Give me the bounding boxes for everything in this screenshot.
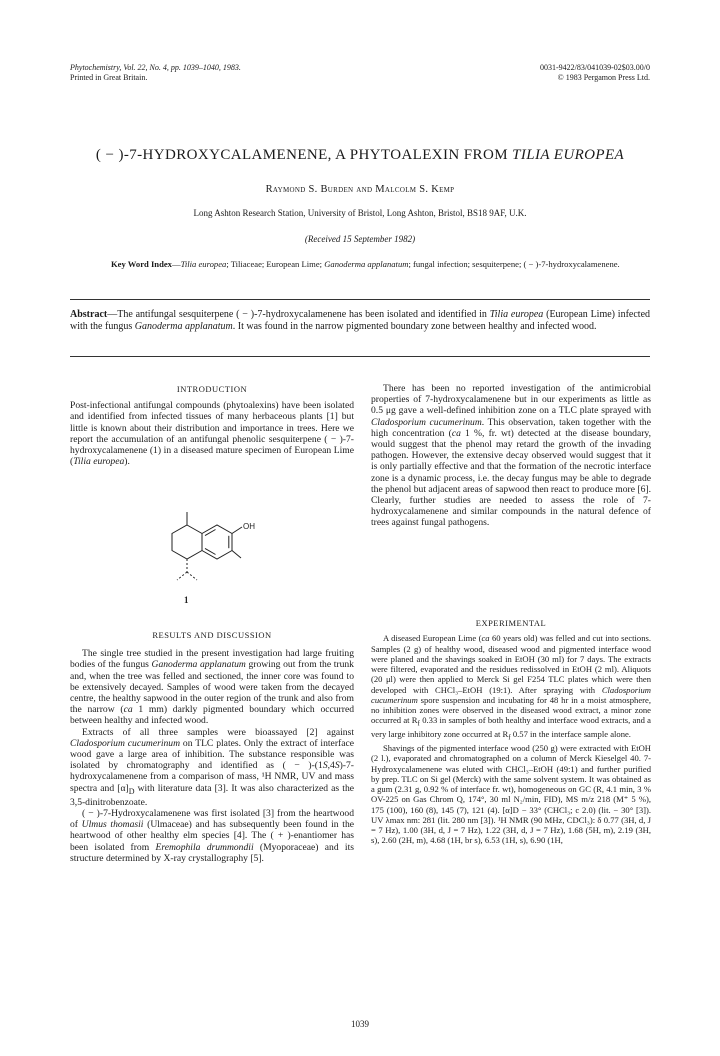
publisher-header — [350, 63, 650, 83]
results-paragraph-2 — [70, 727, 354, 808]
results-paragraph-1 — [70, 648, 354, 726]
e1-sub1: f — [417, 719, 420, 728]
intro-species: Tilia europea — [73, 456, 125, 468]
r1-fungus: Ganoderma applanatum — [151, 659, 246, 671]
keywords-rest: ; fungal infection; sesquiterpene; ( − )-7-hydroxycalamenene. — [408, 259, 620, 269]
affiliation: Long Ashton Research Station, University of Bristol, Long Ashton, Bristol, BS18 9AF, U.K. — [193, 208, 527, 218]
introduction-section — [70, 384, 354, 467]
r2-c: ,4 — [327, 760, 335, 772]
r3-eremophila: Eremophila drummondii — [155, 841, 254, 853]
title-main: ( − )-7-HYDROXYCALAMENENE, A PHYTOALEXIN FROM — [95, 147, 513, 163]
r2-a: Extracts of all three samples were bioassayed [2] against — [82, 726, 354, 738]
structure-isopropyl-branch-1 — [177, 572, 187, 580]
keywords-mid: ; Tiliaceae; European Lime; — [226, 259, 325, 269]
structure-oh-bond — [232, 527, 242, 534]
results-heading: RESULTS AND DISCUSSION — [152, 630, 272, 640]
d-c: 1 %, fr. wt) detected at the disease boundary, would suggest that the phenol may retard the growth of the invading pathogen. However, the extensive decay observed would suggest that it is only partially effective and that the formation of the necrotic interface zone is a dynamic process, i.e. the decay fungus may be able to degrade the phenol but adjacent areas of sapwood then react to produce more [6]. Clearly, further studies are needed to assess the role of 7-hydroxycalamenene and similar compounds in the natural defence of trees against fungal pathogens. — [371, 427, 651, 529]
intro-text-1: Post-infectional antifungal compounds (phytoalexins) have been isolated and identified from infected tissues of many herbaceous plants [1] but little is known about their distribution and importance in trees. Here we report the accumulation of an antifungal phenolic sesquiterpene ( − )-7-hydroxycalamenene (1) in a diseased mature specimen of European Lime ( — [70, 400, 354, 468]
r1-a: The single tree studied in the present investigation had large fruiting bodies of the fungus — [70, 648, 354, 671]
r1-c: 1 mm) darkly pigmented boundary which occurred between healthy and infected wood. — [70, 704, 354, 727]
article-title — [60, 147, 660, 164]
received-date: (Received 15 September 1982) — [304, 234, 416, 244]
r2-e: with literature data [3]. It was also characterized as the 3,5-dinitrobenzoate. — [70, 782, 355, 808]
abstract — [70, 309, 650, 333]
structure-aromatic-ring — [202, 525, 232, 559]
copyright-line: © 1983 Pergamon Press Ltd. — [557, 73, 650, 82]
e1-sub2: f — [508, 733, 511, 742]
journal-header — [70, 63, 370, 83]
rule-bottom — [70, 356, 650, 357]
page-number: 1039 — [351, 1019, 369, 1029]
structure-methyl-bond — [232, 551, 241, 559]
r2-s2: S — [334, 760, 340, 772]
r2-sub: D — [128, 786, 135, 796]
e1-c: spore suspension and incubating for 48 hr in a moist atmosphere, no inhibition zones were observed in the diseased wood extract, a minor zone occurred at R — [371, 694, 651, 726]
rule-top — [70, 299, 650, 300]
keyword-fungus: Ganoderma applanatum — [324, 259, 409, 269]
abstract-text-3: . It was found in the narrow pigmented boundary zone between healthy and infected wood. — [232, 321, 597, 333]
e1-species: Cladosporium cucumerinum — [371, 684, 651, 705]
e1-ca: ca — [481, 633, 490, 644]
journal-citation: Phytochemistry, Vol. 22, No. 4, pp. 1039–1040, 1983. — [70, 63, 241, 72]
r1-b: growing out from the trunk and, when the tree was felled and sectioned, the inner core was found to be extensively decayed. Samples of wood were taken from the decayed centre, the healthy sapwood in the outer region of the trunk and also from the narrow ( — [70, 659, 354, 716]
r3-c: (Myoporaceae) and its structure determined by X-ray crystallography [5]. — [70, 841, 354, 864]
experimental-paragraph-2: Shavings of the pigmented interface wood (250 g) were extracted with EtOH (2 l.), evaporated and chromatographed on a column of Merck Kieselgel 40. 7-Hydroxycalamenene was eluted with CHCl₃–EtOH (49:1) and further purified by prep. TLC on Si gel (Merck) with the same solvent system. It was obtained as a gum (2.31 g, 0.92 % of interface fr. wt), homogeneous on GC (R, 4.1 min, 3 % OV-225 on Gas Chrom Q, 174°, 30 ml N₂/min, FID), MS m/z 218 (M⁺ 5 %), 175 (100), 160 (8), 145 (7), 121 (4). [α]D − 33° (CHCl₃; c 2.0) (lit. − 30° [3]). UV λmax nm: 281 (lit. 280 nm [3]). ¹H NMR (90 MHz, CDCl₃): δ 0.77 (3H, d, J = 7 Hz), 1.00 (3H, d, J = 7 Hz), 1.22 (3H, d, J = 7 Hz), 1.68 (5H, m), 2.19 (3H, s), 2.60 (2H, m), 4.68 (1H, br s), 6.53 (1H, s), 6.90 (1H, — [371, 743, 651, 846]
keywords — [111, 259, 631, 270]
experimental-heading: EXPERIMENTAL — [475, 618, 547, 628]
e1-e: 0.57 in the interface sample alone. — [510, 729, 631, 740]
e1-d: 0.33 in samples of both healthy and interface wood extracts, and a very large inhibitory zone occurred at R — [371, 715, 651, 740]
d-ca: ca — [451, 427, 461, 439]
r2-b: on TLC plates. Only the extract of interface wood gave a large area of inhibition. The substance responsible was isolated by chromatography and identified as ( − )-(1 — [70, 737, 354, 772]
authors: Raymond S. Burden and Malcolm S. Kemp — [265, 184, 455, 195]
introduction-paragraph — [70, 400, 354, 467]
r3-a: ( − )-7-Hydroxycalamenene was first isolated [3] from the heartwood of — [70, 807, 354, 831]
e1-a: A diseased European Lime ( — [383, 633, 482, 644]
structure-isopropyl-branch-2 — [187, 572, 197, 580]
abstract-species: Tilia europea — [489, 309, 544, 320]
abstract-label: Abstract — [70, 309, 108, 320]
results-section — [70, 630, 354, 864]
r2-species: Cladosporium cucumerinum — [70, 737, 181, 749]
experimental-section — [371, 618, 651, 846]
introduction-heading: INTRODUCTION — [176, 384, 248, 394]
d-a: There has been no reported investigation of the antimicrobial properties of 7-hydroxycalamenene but in our experiments as little as 0.5 μg gave a well-defined inhibition zone on a TLC plate sprayed with — [371, 383, 651, 417]
r3-b: (Ulmaceae) and has subsequently been found in the heartwood of other healthy elm species [4]. The ( + )-enantiomer has been isolated from — [70, 819, 355, 853]
title-species: TILIA EUROPEA — [512, 147, 625, 163]
discussion-continued — [371, 383, 651, 529]
d-b: . This observation, taken together with the high concentration ( — [371, 416, 651, 439]
article-code: 0031-9422/83/041039-02$03.00/0 — [540, 63, 650, 72]
discussion-paragraph — [371, 383, 651, 529]
r1-ca: ca — [123, 704, 133, 716]
keywords-label: Key Word Index — [111, 259, 172, 269]
printed-in: Printed in Great Britain. — [70, 73, 148, 82]
structure-oh-label: OH — [243, 522, 255, 531]
intro-text-2: ). — [124, 456, 130, 468]
keyword-species: Tilia europea — [180, 259, 227, 269]
r2-s1: S — [322, 760, 328, 772]
r2-d: )-7-hydroxycalamenene from a comparison of mass, ¹H NMR, UV and mass spectra and [α] — [70, 760, 354, 794]
chemical-structure — [150, 508, 290, 608]
abstract-text-2: (European Lime) infected with the fungus — [70, 309, 651, 333]
structure-saturated-ring — [172, 525, 202, 559]
experimental-paragraph-1 — [371, 633, 651, 743]
abstract-fungus: Ganoderma applanatum — [134, 321, 233, 333]
d-species: Cladosporium cucumerinum — [371, 416, 482, 428]
compound-number: 1 — [184, 595, 189, 605]
r3-ulmus: Ulmus thomasii — [81, 819, 144, 831]
keywords-sep: — — [171, 259, 181, 269]
e1-b: 60 years old) was felled and cut into sections. Samples (2 g) of healthy wood, diseased wood and pigmented interface wood were planed and the shavings soaked in EtOH (30 ml) for 7 days. The extracts were filtered, evaporated and the residues redissolved in EtOH (2 ml). Aliquots (20 μl) were then applied to Merck Si gel F254 TLC plates which were then developed with CHCl₃–EtOH (19:1). After spraying with — [371, 633, 651, 695]
results-paragraph-3 — [70, 808, 354, 864]
abstract-text-1: —The antifungal sesquiterpene ( − )-7-hydroxycalamenene has been isolated and identified in — [107, 309, 490, 320]
